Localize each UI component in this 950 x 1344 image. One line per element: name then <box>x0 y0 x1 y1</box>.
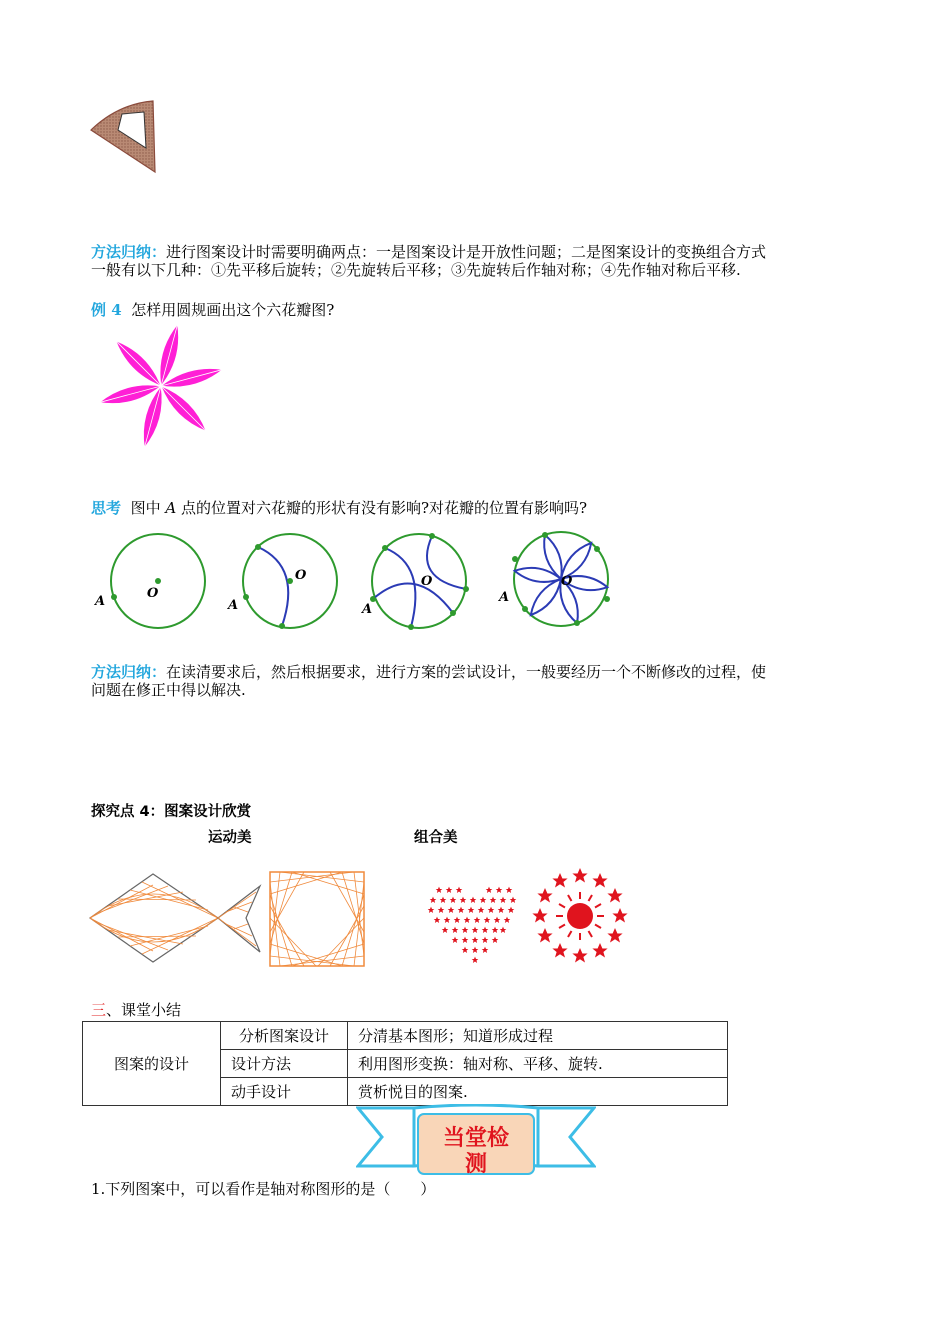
method-label: 方法归纳： <box>91 663 167 681</box>
example-4 <box>91 301 861 319</box>
explore-4-title: 探究点 4：图案设计欣赏 <box>91 804 252 820</box>
table-cell-left: 设计方法 <box>221 1050 348 1078</box>
square-string-art <box>268 870 366 968</box>
method-text-line1: 在读清要求后，然后根据要求，进行方案的尝试设计，一般要经历一个不断修改的过程，使 <box>166 663 767 681</box>
table-cell-left: 动手设计 <box>221 1078 348 1106</box>
classroom-test-banner <box>418 1126 534 1178</box>
label-o: O <box>421 574 433 589</box>
label-o: O <box>561 574 573 589</box>
label-o: O <box>295 568 307 583</box>
summary-prefix: 三 <box>91 1001 107 1019</box>
label-o: O <box>147 586 159 601</box>
method-summary-2 <box>91 663 861 699</box>
example-label: 例 4 <box>91 301 122 319</box>
method-summary-1 <box>91 243 861 279</box>
think-label: 思考 <box>91 499 122 517</box>
label-a: A <box>499 590 510 605</box>
circle-step-3 <box>355 527 480 637</box>
label-a: A <box>362 602 373 617</box>
think-question <box>91 499 861 517</box>
motion-beauty-label: 运动美 <box>208 830 252 846</box>
method-text-line2: 问题在修正中得以解决. <box>91 681 246 699</box>
table-cell-left: 分析图案设计 <box>221 1022 348 1050</box>
fish-string-art <box>88 862 263 968</box>
table-row <box>83 1022 728 1050</box>
circle-step-4 <box>495 527 620 637</box>
label-a: A <box>95 594 106 609</box>
think-suffix: 点的位置对六花瓣的形状有没有影响?对花瓣的位置有影响吗? <box>176 499 588 517</box>
fan-shape-figure <box>88 98 160 176</box>
question-1: 1.下列图案中，可以看作是轴对称图形的是（ ） <box>91 1180 436 1198</box>
think-var-a: A <box>165 499 177 517</box>
think-prefix: 图中 <box>130 499 166 517</box>
summary-table <box>82 1021 728 1106</box>
banner-line2: 测 <box>464 1152 487 1177</box>
table-cell-right: 分清基本图形；知道形成过程 <box>348 1022 728 1050</box>
method-text-line1: 进行图案设计时需要明确两点：一是图案设计是开放性问题；二是图案设计的变换组合方式 <box>166 243 767 261</box>
table-cell-right: 赏析悦目的图案. <box>348 1078 728 1106</box>
six-petal-flower <box>88 320 233 452</box>
banner-line1: 当堂检 <box>442 1126 509 1151</box>
table-main-cell: 图案的设计 <box>83 1022 221 1106</box>
summary-title: 、课堂小结 <box>106 1001 182 1019</box>
combination-beauty-label: 组合美 <box>414 830 458 846</box>
example-text: 怎样用圆规画出这个六花瓣图? <box>131 301 335 319</box>
sun-with-stars <box>530 866 630 966</box>
summary-heading <box>91 999 181 1020</box>
circle-step-1 <box>90 527 215 637</box>
method-text-line2: 一般有以下几种：①先平移后旋转；②先旋转后平移；③先旋转后作轴对称；④先作轴对称后平移. <box>91 261 741 279</box>
label-a: A <box>228 598 239 613</box>
heart-of-stars <box>425 880 525 968</box>
circle-step-2 <box>222 527 347 637</box>
method-label: 方法归纳： <box>91 243 167 261</box>
table-cell-right: 利用图形变换：轴对称、平移、旋转. <box>348 1050 728 1078</box>
